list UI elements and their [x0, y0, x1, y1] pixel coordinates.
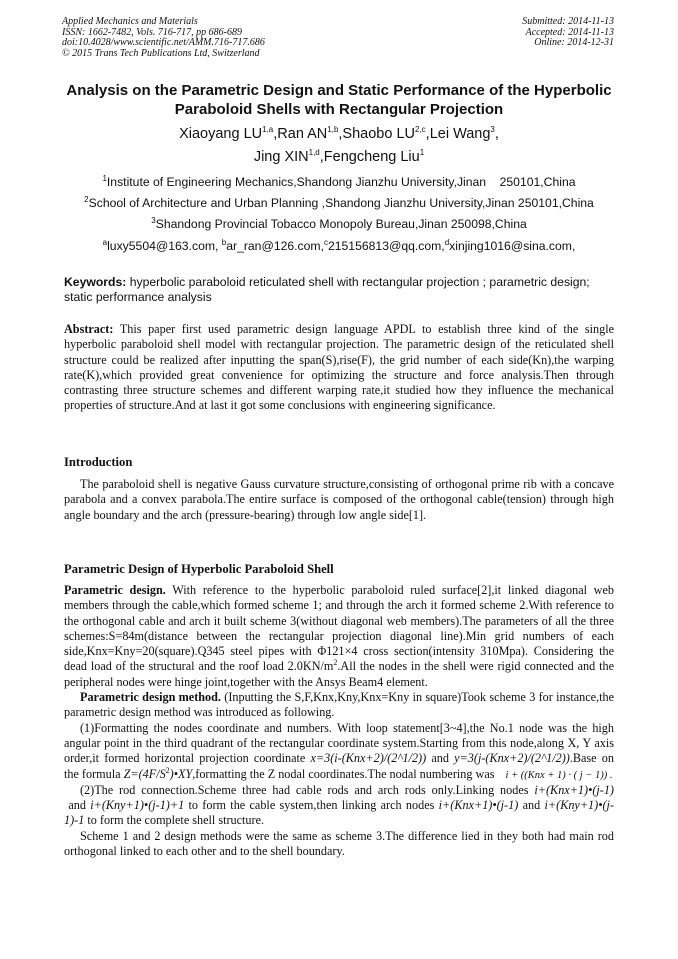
formula-node: i+(Kny+1)•(j-1)+1 — [90, 798, 185, 813]
email-list — [0, 239, 678, 253]
affiliation-text: Institute of Engineering Mechanics,Shandong Jianzhu University,Jinan 250101,China — [106, 175, 576, 189]
unit-sup: 2 — [333, 658, 338, 668]
author-sup: 1,a — [262, 125, 274, 135]
submitted-date: Submitted: 2014-11-13 — [522, 16, 614, 27]
section-heading: Parametric Design of Hyperbolic Paraboloid Shell — [64, 562, 334, 576]
paragraph-text: and — [518, 798, 545, 813]
email-sup: b — [221, 237, 227, 247]
accepted-date: Accepted: 2014-11-13 — [525, 26, 614, 38]
journal-name: Applied Mechanics and Materials — [62, 16, 198, 27]
affiliation — [0, 175, 678, 189]
affiliation — [0, 217, 678, 231]
email-address[interactable]: 215156813@qq.com, — [327, 239, 445, 253]
paragraph-text: and — [64, 798, 91, 813]
paragraph — [64, 721, 614, 783]
formula-y: y=3(j-(Knx+2)/(2^1/2)) — [454, 751, 570, 766]
author-name: Lei Wang — [429, 126, 491, 142]
formula-z: )•XY — [169, 766, 193, 781]
paragraph — [64, 583, 614, 690]
paragraph-text: to form the cable system,then linking arch nodes — [184, 798, 439, 813]
paragraph-text: .Base on the formula — [64, 751, 614, 781]
email-address[interactable]: luxy5504@163.com, — [107, 239, 222, 253]
formula-node: i+(Kny+1)•(j-1)-1 — [64, 798, 614, 828]
abstract-text: This paper first used parametric design language APDL to establish three kind of the single hyperbolic paraboloid shell model with rectangular projection. The parametric design of the reticulated shell structure could be realized after inputting the span(S),rise(F), the grid number of each side(Kn),the warping rate(K),which provided great convenience for optimizing the structure and force analysis.Then through contrasting three structure schemes and different warping rate,it studied how they influence the mechanical properties of structure.And at last it got some conclusions with engineering significance. — [64, 322, 614, 413]
email-address[interactable]: ar_ran@126.com, — [226, 239, 324, 253]
journal-doi: doi:10.4028/www.scientific.net/AMM.716-717.686 — [62, 37, 265, 49]
paragraph — [64, 690, 614, 721]
author-sup: 1 — [419, 148, 425, 158]
author-sup: 1,d — [308, 148, 320, 158]
email-address[interactable]: xinjing1016@sina.com, — [449, 239, 576, 253]
section-heading: Introduction — [64, 455, 133, 469]
journal-issn: ISSN: 1662-7482, Vols. 716-717, pp 686-689 — [62, 26, 242, 38]
formula-node: i+(Knx+1)•(j-1) — [438, 798, 519, 813]
journal-info — [62, 17, 265, 59]
keywords — [64, 275, 614, 305]
email-sup: d — [444, 237, 450, 247]
author-sup: 3 — [490, 125, 495, 135]
node-numbering-formula: i + ((Knx + 1) · ( j − 1)) . — [505, 769, 613, 781]
affiliation-sup: 3 — [151, 215, 156, 225]
submission-dates — [522, 17, 614, 49]
formula-sup: 2 — [165, 765, 170, 775]
email-sup: c — [323, 237, 328, 247]
formula-x: x=3(i-(Knx+2)/(2^1/2)) — [310, 751, 427, 766]
keywords-label: Keywords: — [64, 275, 127, 289]
paragraph-label: Parametric design method. — [80, 690, 221, 705]
affiliation-text: Shandong Provincial Tobacco Monopoly Bureau,Jinan 250098,China — [155, 217, 527, 231]
paragraph-text: .All the nodes in the shell were rigid connected and the peripheral nodes were hinge joint,together with the Ansys Beam4 element. — [64, 659, 614, 689]
journal-copyright: © 2015 Trans Tech Publications Ltd, Switzerland — [62, 47, 260, 59]
paragraph-text: (1)Formatting the nodes coordinate and numbers. With loop statement[3~4],the No.1 node was the high angular point in the third quadrant of the rectangular coordinate system.Starting from this node,along X, Y axis order,it formed horizontal projection coordinate — [64, 720, 614, 766]
author-name: Ran AN — [277, 126, 328, 142]
abstract-label: Abstract: — [64, 322, 114, 336]
author-sup: 2,c — [414, 125, 426, 135]
author-name: Fengcheng Liu — [323, 149, 420, 165]
author-name: Xiaoyang LU — [179, 126, 263, 142]
paragraph-text: and — [426, 751, 455, 766]
formula-z: Z=(4F/S — [123, 766, 166, 781]
paragraph-text: ,formatting the Z nodal coordinates.The nodal numbering was — [192, 766, 498, 781]
author-sup: 1,b — [327, 125, 339, 135]
paragraph — [64, 783, 614, 829]
formula-node: i+(Knx+1)•(j-1) — [534, 782, 614, 797]
email-sup: a — [102, 237, 108, 247]
section-body — [64, 583, 614, 859]
online-date: Online: 2014-12-31 — [534, 37, 614, 49]
keywords-text: hyperbolic paraboloid reticulated shell with rectangular projection ; parametric design; static performance analysis — [64, 275, 590, 304]
abstract — [64, 322, 614, 414]
affiliation-sup: 1 — [102, 173, 107, 183]
affiliation-text: School of Architecture and Urban Planning ,Shandong Jianzhu University,Jinan 250101,China — [88, 196, 594, 210]
paragraph: Scheme 1 and 2 design methods were the same as scheme 3.The difference lied in they both had main rod orthogonal linked to each other and to the shell boundary. — [64, 828, 614, 859]
paper-title: Analysis on the Parametric Design and Static Performance of the Hyperbolic Paraboloid Shells with Rectangular Projection — [66, 82, 612, 118]
paragraph-text: (Inputting the S,F,Knx,Kny,Knx=Kny in square)Took scheme 3 for instance,the parametric design method was introduced as following. — [64, 690, 615, 720]
author-name: Jing XIN — [253, 149, 309, 165]
introduction-text: The paraboloid shell is negative Gauss curvature structure,consisting of orthogonal prime rib with a concave parabola and a convex parabola.The entire surface is composed of the orthogonal cable(tension) through high angle boundary and the arch (pressure-bearing) through low angle side[1]. — [64, 477, 614, 522]
affiliation-sup: 2 — [84, 194, 89, 204]
affiliation — [0, 196, 678, 210]
paragraph-text: to form the complete shell structure. — [84, 813, 265, 828]
author-list: Xiaoyang LU$^{1,a}$,Ran AN$^{1,b}$,Shaobo LU$^{2,c}$,Lei Wang$^3$, Jing XIN$^{1,d}$,Fengcheng Liu$^1$ — [179, 125, 499, 165]
paragraph-text: (2)The rod connection.Scheme three had cable rods and arch rods only.Linking nodes — [80, 782, 535, 797]
paragraph-text: With reference to the hyperbolic paraboloid ruled surface[2],it linked diagonal web members through the cable,which formed scheme 1; and through the arch it formed scheme 2.With reference to the orthogonal cable and arch it built scheme 3(without diagonal web members).The parameters of all the three schemes:S=84m(distance between the rectangular projection diagonal line).Min grid numbers of each side,Knx=Kny=20(square).Q345 steel pipes with Φ121×4 cross section(intensity 310Mpa). Considering the dead load of the structural and the roof load 2.0KN/m — [64, 583, 614, 674]
paragraph-label: Parametric design. — [64, 583, 166, 597]
author-name: Shaobo LU — [342, 126, 415, 142]
